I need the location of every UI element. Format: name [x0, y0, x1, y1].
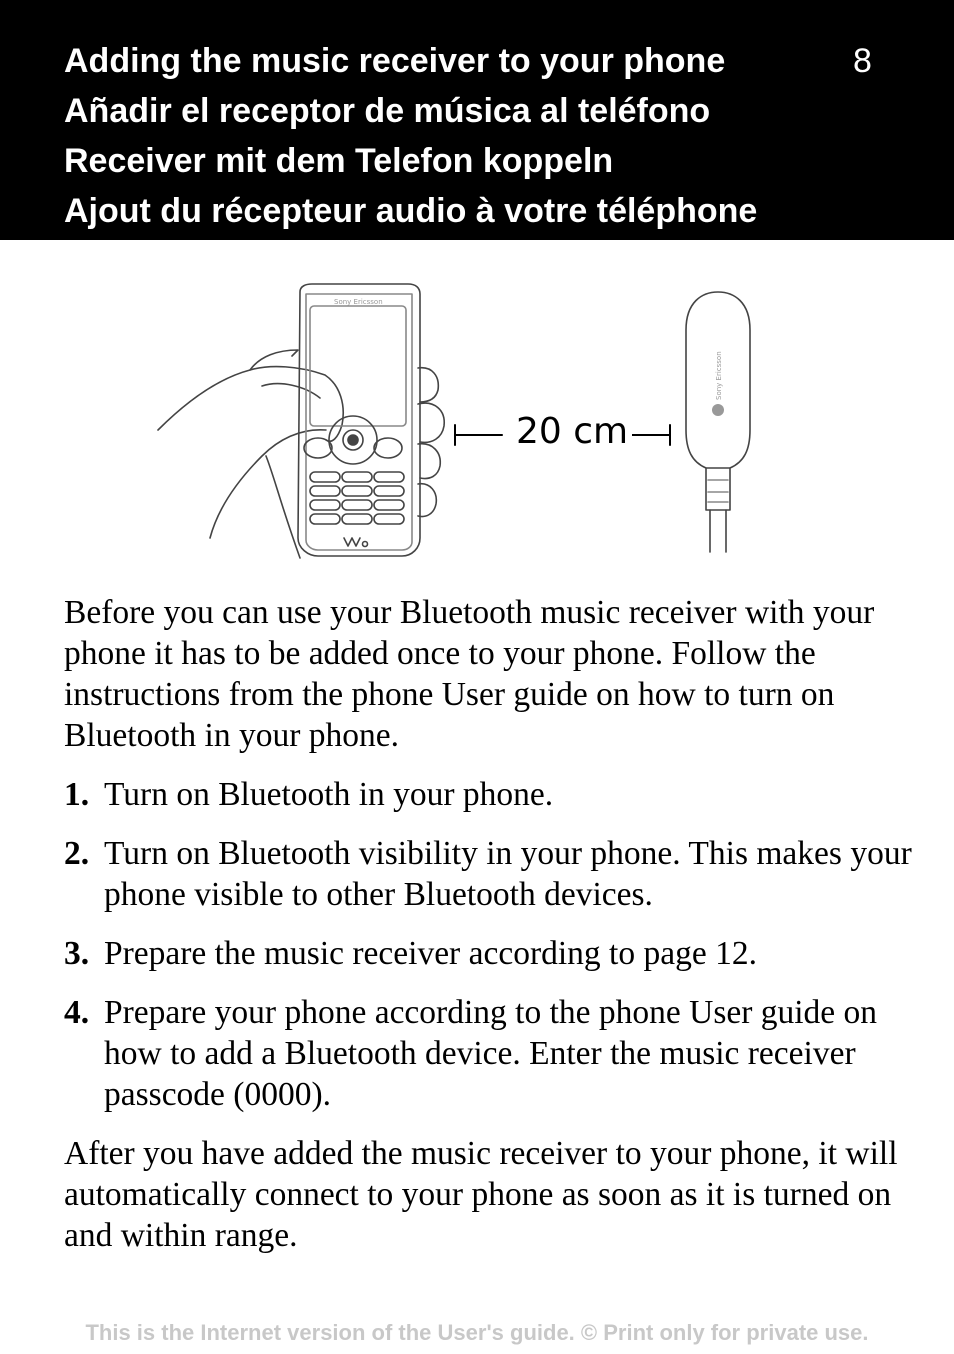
step-text: Turn on Bluetooth visibility in your phone. This makes your phone visible to other Bluetooth devices.: [104, 835, 912, 913]
footer-notice: This is the Internet version of the User's guide. © Print only for private use.: [85, 1320, 869, 1345]
step-text: Prepare your phone according to the phone User guide on how to add a Bluetooth device. Enter the music receiver passcode (0000).: [104, 994, 878, 1113]
phone-illustration: [298, 284, 420, 556]
intro-paragraph: Before you can use your Bluetooth music receiver with your phone it has to be added once to your phone. Follow the instructions from the phone User guide on how to turn on Bluetooth in your phone.: [64, 594, 875, 754]
step-item: [64, 933, 912, 974]
step-text: Prepare the music receiver according to page 12.: [104, 935, 757, 972]
step-text: Turn on Bluetooth in your phone.: [104, 776, 554, 813]
hand-illustration: [158, 350, 343, 558]
page-number: 8: [853, 42, 872, 80]
step-item: [64, 992, 912, 1115]
step-number: 1.: [64, 776, 90, 813]
section-titles: [64, 36, 757, 236]
music-receiver-illustration: [686, 292, 750, 552]
phone-receiver-illustration: [150, 280, 770, 565]
instructions: [64, 592, 912, 1256]
title-es: Añadir el receptor de música al teléfono: [64, 92, 711, 130]
step-number: 3.: [64, 935, 90, 972]
step-item: [64, 833, 912, 915]
fingers-illustration: [418, 368, 444, 517]
title-en: Adding the music receiver to your phone: [64, 42, 726, 80]
svg-text:Sony Ericsson: Sony Ericsson: [334, 298, 383, 306]
steps-list: [64, 774, 912, 1115]
title-de: Receiver mit dem Telefon koppeln: [64, 142, 614, 180]
distance-label: 20 cm: [512, 410, 632, 454]
svg-text:Sony Ericsson: Sony Ericsson: [715, 351, 723, 400]
closing-paragraph: After you have added the music receiver to your phone, it will automatically connect to your phone as soon as it is turned on and within range.: [64, 1135, 898, 1254]
step-number: 2.: [64, 835, 90, 872]
step-number: 4.: [64, 994, 90, 1031]
step-item: [64, 774, 912, 815]
page-header: [0, 0, 954, 240]
title-fr: Ajout du récepteur audio à votre téléphone: [64, 192, 758, 230]
